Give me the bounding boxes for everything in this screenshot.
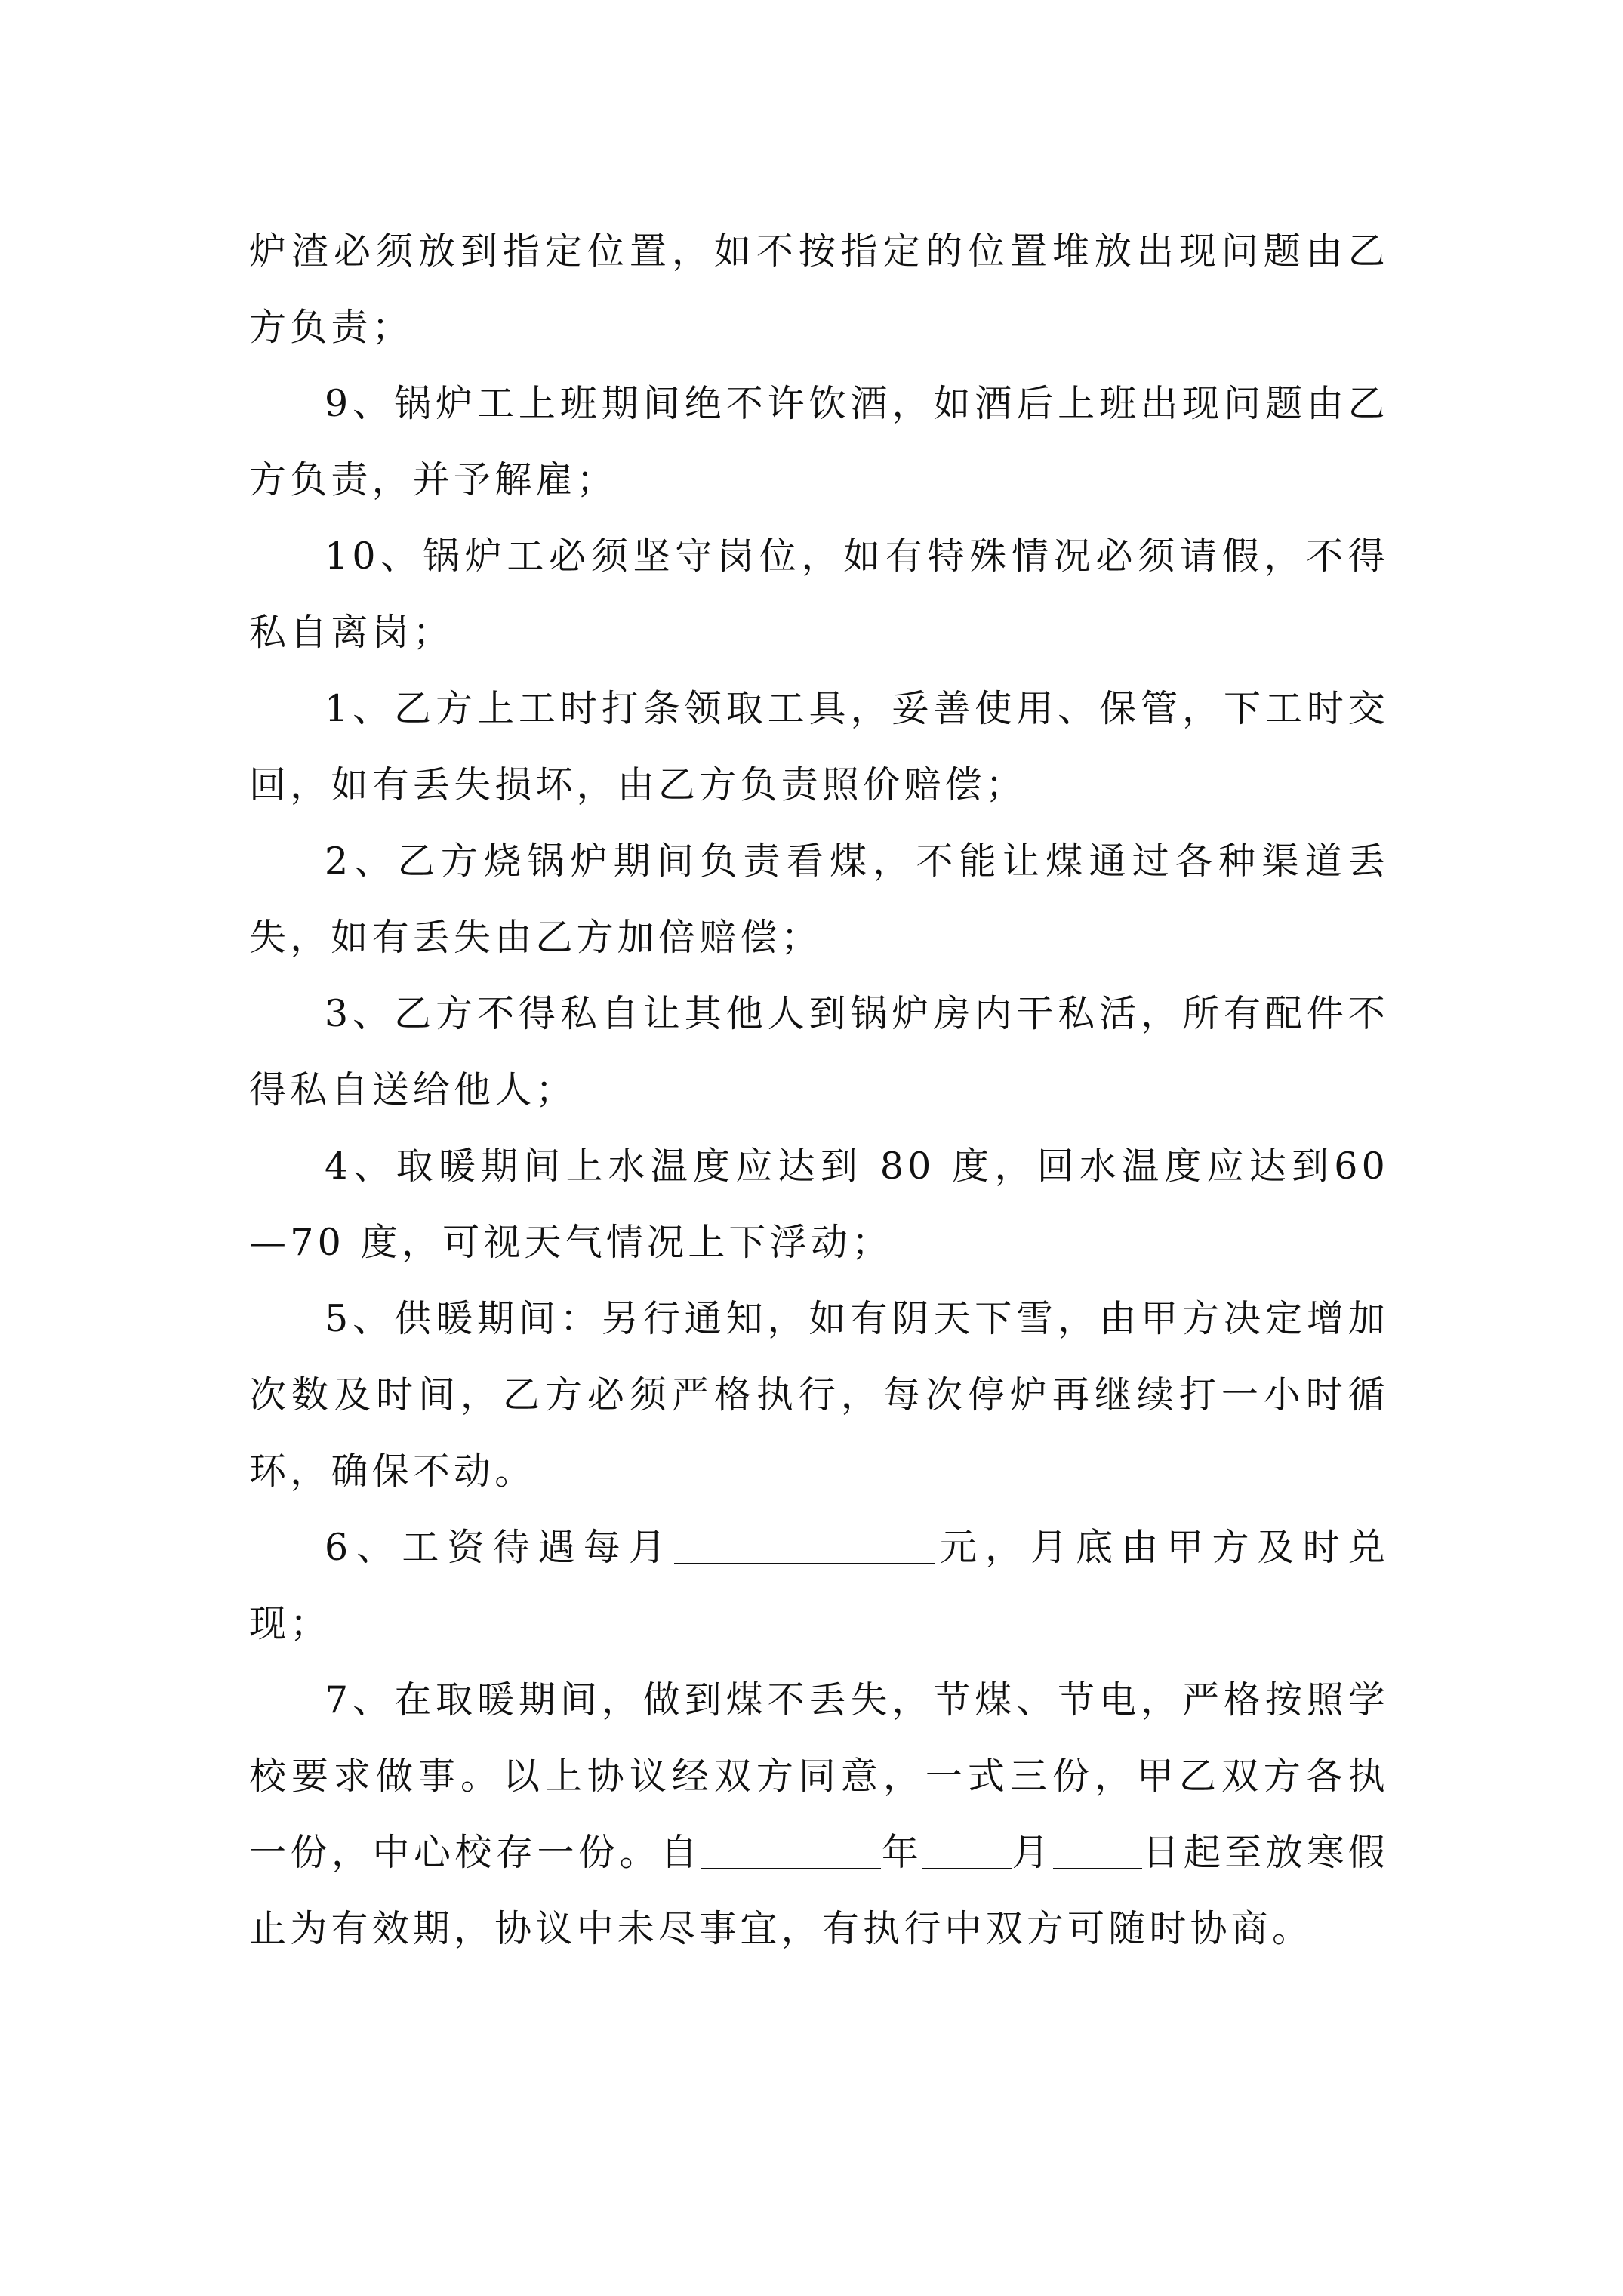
clause-5: 5、供暖期间：另行通知，如有阴天下雪，由甲方决定增加次数及时间，乙方必须严格执行，每次停炉再继续打一小时循环，确保不动。 bbox=[249, 1297, 1389, 1493]
clause-7 bbox=[249, 1662, 1389, 1967]
clause-6-text-before: 6、工资待遇每月 bbox=[325, 1526, 674, 1569]
month-blank bbox=[922, 1826, 1012, 1869]
day-blank bbox=[1053, 1826, 1142, 1869]
clause-1: 1、乙方上工时打条领取工具，妥善使用、保管，下工时交回，如有丢失损坏，由乙方负责照价赔偿； bbox=[249, 687, 1389, 806]
paragraph-8-continuation: 炉渣必须放到指定位置，如不按指定的位置堆放出现问题由乙方负责； bbox=[249, 230, 1389, 349]
clause-7-text-part2: 至放寒假止为有效期，协议中未尽事宜，有执行中双方可随时协商。 bbox=[249, 1831, 1390, 1950]
clause-7-text-part1: 7、在取暖期间，做到煤不丢失，节煤、节电，严格按照学校要求做事。以上协议经双方同意，一式三份，甲乙双方各执一份，中心校存一份。自 bbox=[249, 1678, 1389, 1874]
paragraph-9: 9、锅炉工上班期间绝不许饮酒，如酒后上班出现问题由乙方负责，并予解雇； bbox=[249, 382, 1389, 501]
document-body bbox=[249, 213, 1389, 1967]
clause-3: 3、乙方不得私自让其他人到锅炉房内干私活，所有配件不得私自送给他人； bbox=[249, 992, 1389, 1111]
year-label: 年 bbox=[881, 1831, 923, 1874]
month-label: 月 bbox=[1012, 1831, 1054, 1874]
clause-4: 4、取暖期间上水温度应达到 80 度，回水温度应达到60—70 度，可视天气情况上下浮动； bbox=[249, 1145, 1389, 1264]
paragraph-10: 10、锅炉工必须坚守岗位，如有特殊情况必须请假，不得私自离岗； bbox=[249, 535, 1389, 654]
salary-amount-blank bbox=[674, 1521, 935, 1564]
clause-6-text-after: 元，月底由甲方及时兑现； bbox=[249, 1526, 1389, 1645]
clause-2: 2、乙方烧锅炉期间负责看煤，不能让煤通过各种渠道丢失，如有丢失由乙方加倍赔偿； bbox=[249, 840, 1389, 959]
clause-6 bbox=[249, 1509, 1389, 1662]
year-blank bbox=[701, 1826, 881, 1869]
day-label: 日起 bbox=[1142, 1831, 1225, 1874]
